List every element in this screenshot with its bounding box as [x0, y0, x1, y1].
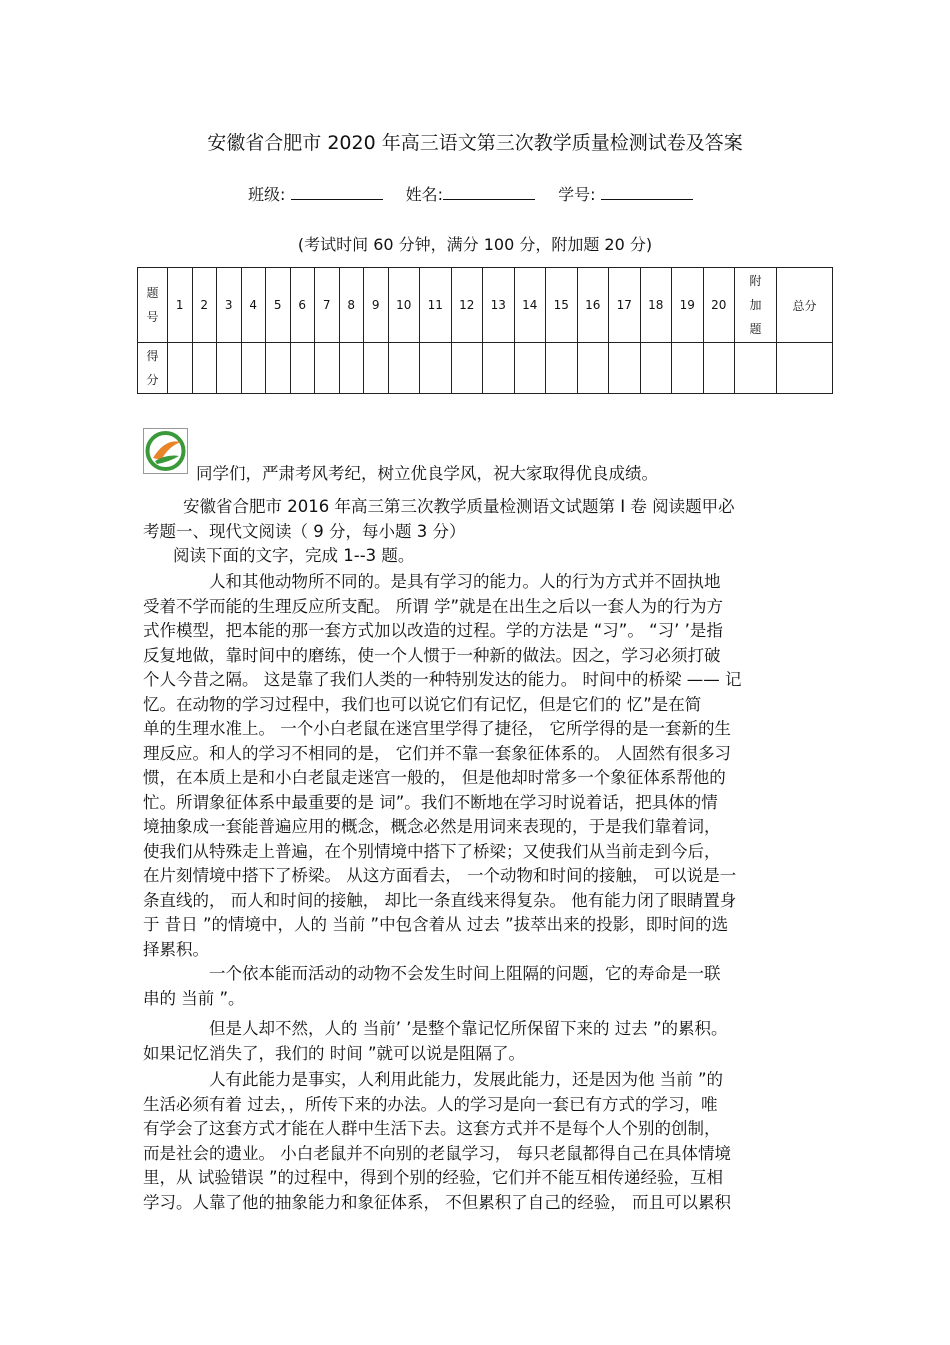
text-line: 反复地做，靠时间中的磨练，使一个人惯于一种新的做法。因之，学习必须打破 — [143, 645, 721, 665]
paragraph-4 — [143, 1068, 811, 1215]
score-cell[interactable] — [546, 343, 578, 394]
text-line: 于 昔日 ”的情境中，人的 当前 ”中包含着从 过去 ”拔萃出来的投影，即时间的选 — [143, 915, 729, 934]
score-cell[interactable] — [514, 343, 546, 394]
name-blank[interactable] — [443, 185, 535, 200]
paragraph-2 — [143, 962, 811, 1011]
score-cell[interactable] — [364, 343, 389, 394]
text-line: 有学会了这套方式才能在人群中生活下去。这套方式并不是每个人个别的创制， — [143, 1119, 721, 1138]
question-number: 2 — [192, 268, 217, 343]
text-line: 单的生理水准上。 一个小白老鼠在迷宫里学得了捷径， 它所学得的是一套新的生 — [143, 719, 731, 738]
text-line: 一个依本能而活动的动物不会发生时间上阻隔的问题，它的寿命是一联 — [209, 964, 721, 983]
intro-line: 安徽省合肥市 2016 年高三第三次教学质量检测语文试题第 I 卷 阅读题甲必 — [183, 497, 735, 516]
text-line: 受着不学而能的生理反应所支配。 所谓 学”就是在出生之后以一套人为的行为方 — [143, 596, 724, 616]
question-number: 5 — [266, 268, 291, 343]
score-cell[interactable] — [241, 343, 266, 394]
question-number: 8 — [339, 268, 364, 343]
text-line: 条直线的， 而人和时间的接触， 却比一条直线来得复杂。 他有能力闭了眼睛置身 — [143, 890, 737, 910]
score-cell[interactable] — [735, 343, 777, 394]
text-line: 在片刻情境中搭下了桥梁。 从这方面看去， 一个动物和时间的接触， 可以说是一 — [143, 866, 737, 885]
text-line: 择累积。 — [143, 939, 209, 959]
question-number: 4 — [241, 268, 266, 343]
question-number: 11 — [420, 268, 452, 343]
question-number-header: 题 号 — [138, 268, 168, 343]
total-header: 总分 — [777, 268, 833, 343]
intro-line: 阅读下面的文字，完成 1--3 题。 — [173, 546, 415, 565]
score-cell[interactable] — [168, 343, 193, 394]
question-number: 14 — [514, 268, 546, 343]
id-label: 学号: — [558, 185, 596, 204]
question-number: 16 — [577, 268, 609, 343]
text-line: 忙。所谓象征体系中最重要的是 词”。我们不断地在学习时说着话，把具体的情 — [143, 792, 718, 812]
score-cell[interactable] — [266, 343, 291, 394]
text-line: 理反应。和人的学习不相同的是， 它们并不靠一套象征体系的。 人固然有很多习 — [143, 743, 731, 763]
score-cell[interactable] — [388, 343, 420, 394]
score-cell[interactable] — [451, 343, 483, 394]
class-label: 班级: — [248, 185, 286, 204]
score-cell[interactable] — [703, 343, 735, 394]
text-line: 里，从 试验错误 ”的过程中，得到个别的经验，它们并不能互相传递经验，互相 — [143, 1168, 724, 1187]
name-label: 姓名: — [405, 185, 443, 204]
score-cell[interactable] — [672, 343, 704, 394]
page-title: 安徽省合肥市 2020 年高三语文第三次教学质量检测试卷及答案 — [207, 132, 743, 154]
score-cell[interactable] — [609, 343, 641, 394]
text-line: 式作模型，把本能的那一套方式加以改造的过程。学的方法是 “习”。 “习’ ’是指 — [143, 621, 723, 640]
greeting: 同学们，严肃考风考纪，树立优良学风，祝大家取得优良成绩。 — [196, 464, 658, 483]
question-number: 15 — [546, 268, 578, 343]
question-number: 17 — [609, 268, 641, 343]
score-cell[interactable] — [577, 343, 609, 394]
score-table-score-row — [138, 343, 833, 394]
score-cell[interactable] — [483, 343, 515, 394]
score-row-header: 得 分 — [138, 343, 168, 394]
text-line: 人有此能力是事实，人利用此能力，发展此能力，还是因为他 当前 ”的 — [209, 1070, 724, 1089]
question-number: 7 — [315, 268, 340, 343]
score-cell[interactable] — [315, 343, 340, 394]
student-info — [248, 182, 693, 205]
text-line: 学习。人靠了他的抽象能力和象征体系， 不但累积了自己的经验， 而且可以累积 — [143, 1192, 731, 1212]
class-blank[interactable] — [291, 185, 383, 200]
question-number: 13 — [483, 268, 515, 343]
question-number: 9 — [364, 268, 389, 343]
score-cell[interactable] — [339, 343, 364, 394]
score-cell[interactable] — [777, 343, 833, 394]
text-line: 而是社会的遗业。 小白老鼠并不向别的老鼠学习， 每只老鼠都得自己在具体情境 — [143, 1143, 731, 1163]
text-line: 忆。在动物的学习过程中，我们也可以说它们有记忆，但是它们的 忆”是在简 — [143, 694, 702, 714]
question-number: 1 — [168, 268, 193, 343]
question-number: 20 — [703, 268, 735, 343]
school-logo-icon — [143, 428, 188, 474]
extra-question-header: 附 加 题 — [735, 268, 777, 343]
text-line: 如果记忆消失了，我们的 时间 ”就可以说是阻隔了。 — [143, 1043, 526, 1063]
text-line: 境抽象成一套能普遍应用的概念，概念必然是用词来表现的，于是我们靠着词， — [143, 817, 721, 836]
score-cell[interactable] — [290, 343, 315, 394]
paragraph-3 — [143, 1017, 811, 1066]
text-line: 但是人却不然，人的 当前’ ’是整个靠记忆所保留下来的 过去 ”的累积。 — [209, 1019, 728, 1038]
score-table-header-row — [138, 268, 833, 343]
question-number: 19 — [672, 268, 704, 343]
score-cell[interactable] — [420, 343, 452, 394]
intro-line: 考题一、现代文阅读（ 9 分，每小题 3 分） — [143, 521, 466, 541]
question-number: 12 — [451, 268, 483, 343]
question-number: 10 — [388, 268, 420, 343]
question-number: 3 — [217, 268, 242, 343]
score-cell[interactable] — [640, 343, 672, 394]
question-number: 18 — [640, 268, 672, 343]
text-line: 个人今昔之隔。 这是靠了我们人类的一种特别发达的能力。 时间中的桥梁 —— 记 — [143, 670, 742, 689]
question-number: 6 — [290, 268, 315, 343]
score-cell[interactable] — [217, 343, 242, 394]
text-line: 使我们从特殊走上普遍，在个别情境中搭下了桥梁；又使我们从当前走到今后， — [143, 841, 721, 861]
exam-note: (考试时间 60 分钟，满分 100 分，附加题 20 分) — [297, 235, 653, 254]
intro-section — [143, 495, 811, 569]
text-line: 人和其他动物所不同的。是具有学习的能力。人的行为方式并不固执地 — [209, 572, 721, 591]
score-table — [137, 267, 833, 394]
paragraph-1 — [143, 570, 811, 962]
text-line: 生活必须有着 过去，，所传下来的办法。人的学习是向一套已有方式的学习，唯 — [143, 1094, 718, 1114]
text-line: 惯，在本质上是和小白老鼠走迷宫一般的， 但是他却时常多一个象征体系帮他的 — [143, 768, 726, 787]
score-cell[interactable] — [192, 343, 217, 394]
text-line: 串的 当前 ”。 — [143, 988, 245, 1008]
id-blank[interactable] — [601, 185, 693, 200]
